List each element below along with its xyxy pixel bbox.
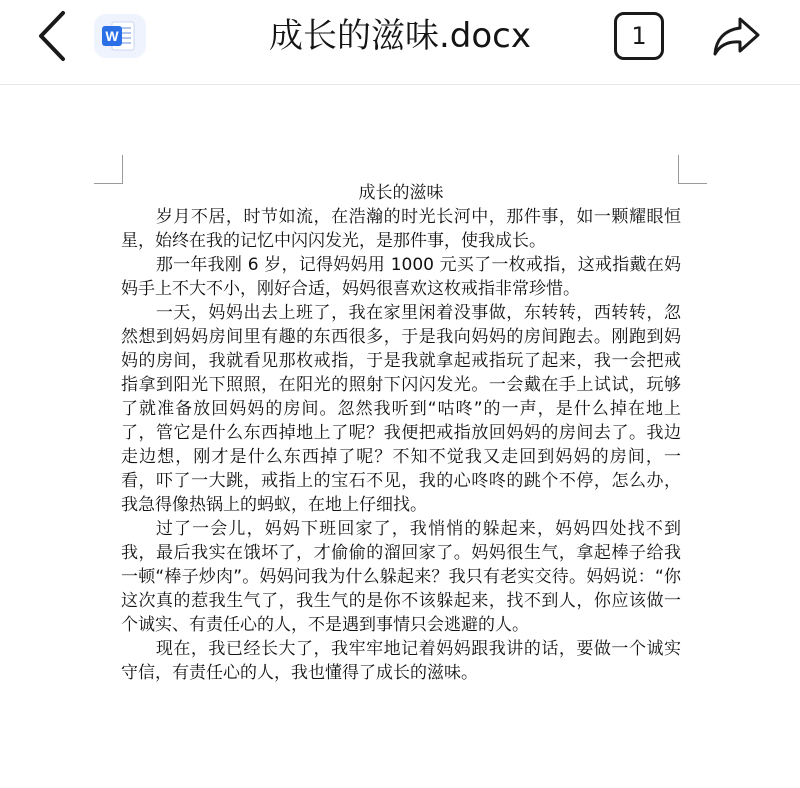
- share-button[interactable]: [704, 8, 768, 64]
- paragraph: 岁月不居，时节如流，在浩瀚的时光长河中，那件事，如一颗耀眼恒星，始终在我的记忆中闪闪发光，是那件事，使我成长。: [121, 207, 681, 251]
- back-button[interactable]: [24, 8, 80, 64]
- paragraph: 现在，我已经长大了，我牢牢地记着妈妈跟我讲的话，要做一个诚实守信，有责任心的人，我也懂得了成长的滋味。: [121, 639, 681, 683]
- margin-corner-mark: [678, 155, 707, 184]
- word-file-icon: [92, 12, 148, 60]
- document-title: 成长的滋味.docx: [268, 16, 531, 56]
- paragraph: 过了一会儿，妈妈下班回家了，我悄悄的躲起来，妈妈四处找不到我，最后我实在饿坏了，才偷偷的溜回家了。妈妈很生气，拿起棒子给我一顿“棒子炒肉”。妈妈问我为什么躲起来？我只有老实交待。妈妈说：“你这次真的惹我生气了，我生气的是你不该躲起来，找不到人，你应该做一个诚实、有责任心的人，不是遇到事情只会逃避的人。: [121, 519, 681, 635]
- share-arrow-icon: [710, 14, 762, 58]
- page-count-button[interactable]: 1: [614, 12, 664, 60]
- word-icon-letter: W: [105, 28, 119, 44]
- margin-corner-mark: [94, 155, 123, 184]
- document-page[interactable]: [0, 85, 800, 788]
- paragraph: 一天，妈妈出去上班了，我在家里闲着没事做，东转转，西转转，忽然想到妈妈房间里有趣的东西很多，于是我向妈妈的房间跑去。刚跑到妈妈的房间，我就看见那枚戒指，于是我就拿起戒指玩了起来，我一会把戒指拿到阳光下照照，在阳光的照射下闪闪发光。一会戴在手上试试，玩够了就准备放回妈妈的房间。忽然我听到“咕咚”的一声，是什么掉在地上了，管它是什么东西掉地上了呢？我便把戒指放回妈妈的房间去了。我边走边想，刚才是什么东西掉了呢？不知不觉我又走回到妈妈的房间，一看，吓了一大跳，戒指上的宝石不见，我的心咚咚的跳个不停，怎么办，我急得像热锅上的蚂蚁，在地上仔细找。: [121, 303, 681, 515]
- top-bar: [0, 0, 800, 85]
- document-heading: 成长的滋味: [358, 183, 444, 203]
- document-body: [121, 181, 681, 685]
- paragraph: 那一年我刚 6 岁，记得妈妈用 1000 元买了一枚戒指，这戒指戴在妈妈手上不大不小，刚好合适，妈妈很喜欢这枚戒指非常珍惜。: [121, 255, 681, 299]
- chevron-left-icon: [35, 9, 69, 63]
